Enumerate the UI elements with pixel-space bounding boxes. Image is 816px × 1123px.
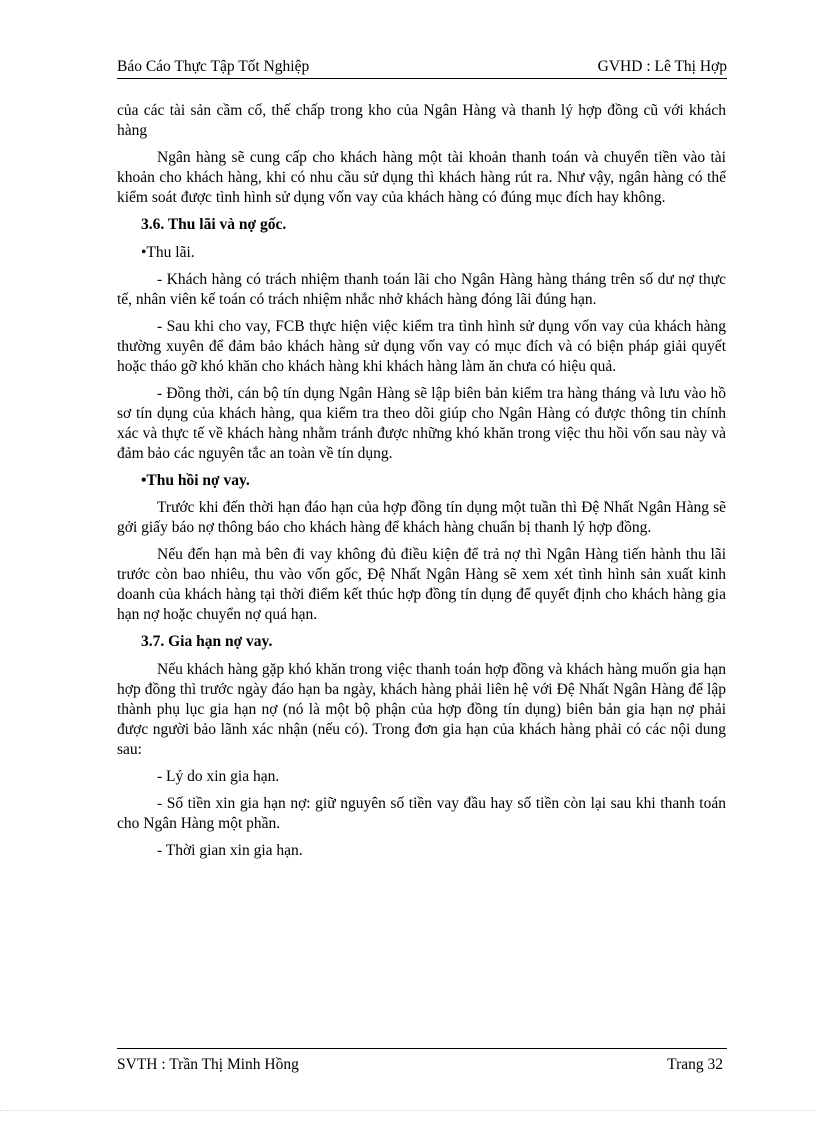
header-advisor: GVHD : Lê Thị Hợp (597, 58, 727, 75)
list-item: - Số tiền xin gia hạn nợ: giữ nguyên số tiền vay đầu hay số tiền còn lại sau khi thanh toán cho Ngân Hàng một phần. (117, 795, 726, 832)
header-report-title: Báo Cáo Thực Tập Tốt Nghiệp (117, 58, 310, 75)
paragraph: của các tài sản cầm cố, thế chấp trong kho của Ngân Hàng và thanh lý hợp đồng cũ với khách hàng (117, 102, 726, 139)
page-number: Trang 32 (667, 1056, 723, 1073)
paragraph: - Đồng thời, cán bộ tín dụng Ngân Hàng sẽ lập biên bản kiểm tra hàng tháng và lưu vào hồ sơ tín dụng của khách hàng, qua kiểm tra theo dõi giúp cho Ngân Hàng có được thông tin chính xác và thực tế về khách hàng nhằm tránh được những khó khăn trong việc thu hồi vốn sau này và đảm bảo các nguyên tắc an toàn về tín dụng. (117, 385, 726, 462)
page-footer (117, 1048, 727, 1077)
section-heading-3-6: 3.6. Thu lãi và nợ gốc. (141, 216, 287, 233)
page-boundary-divider (0, 1110, 816, 1111)
bullet-interest: •Thu lãi. (141, 244, 195, 261)
page-body (117, 101, 726, 868)
paragraph: - Sau khi cho vay, FCB thực hiện việc kiểm tra tình hình sử dụng vốn vay của khách hàng thường xuyên để đảm bảo khách hàng sử dụng vốn vay có mục đích và có biện pháp giải quyết hoặc tháo gỡ khó khăn cho khách hàng khi khách hàng làm ăn chưa có hiệu quả. (117, 318, 726, 375)
section-heading-3-7: 3.7. Gia hạn nợ vay. (141, 633, 273, 650)
page-header (117, 56, 727, 79)
paragraph: Nếu đến hạn mà bên đi vay không đủ điều kiện để trả nợ thì Ngân Hàng tiến hành thu lãi trước còn bao nhiêu, thu vào vốn gốc, Đệ Nhất Ngân Hàng sẽ xem xét tình hình sản xuất kinh doanh của khách hàng tại thời điểm kết thúc hợp đồng tín dụng để quyết định cho khách hàng gia hạn nợ hoặc chuyển nợ quá hạn. (117, 546, 726, 623)
bullet-debt-recovery: •Thu hồi nợ vay. (141, 472, 250, 489)
footer-student: SVTH : Trần Thị Minh Hồng (117, 1056, 299, 1073)
paragraph: Trước khi đến thời hạn đáo hạn của hợp đồng tín dụng một tuần thì Đệ Nhất Ngân Hàng sẽ gởi giấy báo nợ thông báo cho khách hàng để khách hàng chuẩn bị thanh lý hợp đồng. (117, 499, 726, 536)
paragraph: - Khách hàng có trách nhiệm thanh toán lãi cho Ngân Hàng hàng tháng trên số dư nợ thực tế, nhân viên kế toán có trách nhiệm nhắc nhở khách hàng đóng lãi đúng hạn. (117, 271, 726, 308)
list-item: - Thời gian xin gia hạn. (157, 842, 303, 859)
paragraph: Nếu khách hàng gặp khó khăn trong việc thanh toán hợp đồng và khách hàng muốn gia hạn hợp đồng thì trước ngày đáo hạn ba ngày, khách hàng phải liên hệ với Đệ Nhất Ngân Hàng để lập thành phụ lục gia hạn nợ (nó là một bộ phận của hợp đồng tín dụng) biên bản gia hạn nợ phải được người bảo lãnh xác nhận (nếu có). Trong đơn gia hạn của khách hàng phải có các nội dung sau: (117, 661, 726, 758)
paragraph: Ngân hàng sẽ cung cấp cho khách hàng một tài khoản thanh toán và chuyển tiền vào tài khoản cho khách hàng, khi có nhu cầu sử dụng thì khách hàng rút ra. Như vậy, ngân hàng có thể kiểm soát được tình hình sử dụng vốn vay của khách hàng có đúng mục đích hay không. (117, 149, 726, 206)
list-item: - Lý do xin gia hạn. (157, 768, 280, 785)
